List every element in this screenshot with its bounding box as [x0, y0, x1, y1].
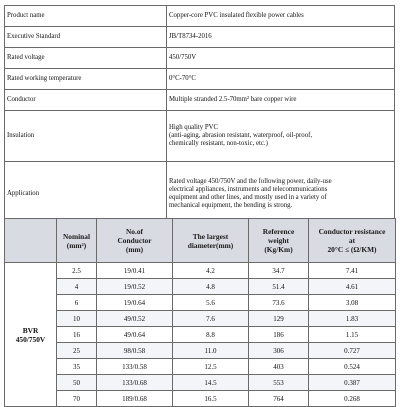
- insulation-line: chemically resistant, non-toxic, etc.): [169, 140, 268, 147]
- spec-row-application: [5, 162, 395, 226]
- weight-cell: 51.4: [249, 279, 309, 295]
- model-label: BVR: [22, 325, 39, 335]
- model-label: 450/750V: [15, 334, 46, 344]
- table-row: [5, 359, 396, 375]
- spec-label: Product name: [5, 6, 167, 27]
- header-weight-line: (Kg/Km): [264, 245, 293, 254]
- diameter-cell: 7.6: [173, 311, 249, 327]
- header-weight-line: Reference: [262, 227, 295, 236]
- diameter-cell: 16.5: [173, 391, 249, 407]
- nominal-cell: 4: [57, 279, 97, 295]
- nominal-cell: 16: [57, 327, 97, 343]
- table-row: [5, 295, 396, 311]
- conductor-cell: 49/0.52: [97, 311, 173, 327]
- weight-cell: 73.6: [249, 295, 309, 311]
- product-table-body: [5, 263, 396, 407]
- weight-cell: 186: [249, 327, 309, 343]
- application-line: electrical appliances, instruments and telecommunications: [169, 185, 328, 193]
- table-row: [5, 375, 396, 391]
- spec-value: Multiple stranded 2.5-70mm² bare copper wire: [167, 90, 395, 111]
- resistance-cell: 1.15: [309, 327, 396, 343]
- spec-label: Rated working temperature: [5, 69, 167, 90]
- spec-value: 450/750V: [167, 48, 395, 69]
- header-conductor-line: No.of: [125, 227, 144, 236]
- spec-value: JB/T8734-2016: [167, 27, 395, 48]
- diameter-cell: 5.6: [173, 295, 249, 311]
- product-table: [4, 218, 396, 407]
- header-weight: [249, 219, 309, 263]
- conductor-cell: 98/0.58: [97, 343, 173, 359]
- conductor-cell: 49/0.64: [97, 327, 173, 343]
- insulation-label: Insulation: [5, 111, 167, 162]
- product-header-row: [5, 219, 396, 263]
- spec-row: [5, 6, 395, 27]
- nominal-cell: 70: [57, 391, 97, 407]
- spec-row: [5, 69, 395, 90]
- table-row: [5, 263, 396, 279]
- header-resistance-line: at: [348, 236, 356, 245]
- conductor-cell: 19/0.41: [97, 263, 173, 279]
- table-row: [5, 311, 396, 327]
- spec-row: [5, 90, 395, 111]
- spec-table: [4, 5, 395, 226]
- spec-row: [5, 27, 395, 48]
- weight-cell: 306: [249, 343, 309, 359]
- weight-cell: 403: [249, 359, 309, 375]
- spec-label: Executive Standard: [5, 27, 167, 48]
- spec-value: Copper-core PVC insulated flexible power cables: [167, 6, 395, 27]
- nominal-cell: 2.5: [57, 263, 97, 279]
- header-diameter: [173, 219, 249, 263]
- nominal-cell: 50: [57, 375, 97, 391]
- table-row: [5, 327, 396, 343]
- conductor-cell: 189/0.68: [97, 391, 173, 407]
- spec-label: Conductor: [5, 90, 167, 111]
- header-resistance-line: Conductor resistance: [318, 227, 386, 236]
- weight-cell: 764: [249, 391, 309, 407]
- application-line: mechanical equipment, the bending is strong.: [169, 201, 293, 209]
- spec-row-insulation: [5, 111, 395, 162]
- nominal-cell: 6: [57, 295, 97, 311]
- resistance-cell: 3.08: [309, 295, 396, 311]
- diameter-cell: 4.2: [173, 263, 249, 279]
- conductor-cell: 133/0.68: [97, 375, 173, 391]
- nominal-cell: 35: [57, 359, 97, 375]
- resistance-cell: 7.41: [309, 263, 396, 279]
- table-row: [5, 279, 396, 295]
- header-resistance: [309, 219, 396, 263]
- diameter-cell: 14.5: [173, 375, 249, 391]
- nominal-cell: 10: [57, 311, 97, 327]
- resistance-cell: 0.268: [309, 391, 396, 407]
- header-weight-line: weight: [268, 236, 289, 245]
- resistance-cell: 0.387: [309, 375, 396, 391]
- spec-label: Rated voltage: [5, 48, 167, 69]
- spec-row: [5, 48, 395, 69]
- application-value: [167, 162, 395, 226]
- model-cell: [5, 263, 57, 407]
- header-diameter-line: The largest: [192, 231, 229, 241]
- resistance-cell: 1.83: [309, 311, 396, 327]
- diameter-cell: 8.8: [173, 327, 249, 343]
- resistance-cell: 4.61: [309, 279, 396, 295]
- weight-cell: 553: [249, 375, 309, 391]
- spec-value: 0°C-70°C: [167, 69, 395, 90]
- header-conductor-line: (mm): [125, 245, 144, 254]
- diameter-cell: 12.5: [173, 359, 249, 375]
- header-nominal: [57, 219, 97, 263]
- header-nominal-line: (mm²): [66, 240, 87, 250]
- diameter-cell: 11.0: [173, 343, 249, 359]
- insulation-line: (anti-aging, abrasion resistant, waterproof, oil-proof,: [169, 132, 313, 139]
- conductor-cell: 133/0.58: [97, 359, 173, 375]
- resistance-cell: 0.727: [309, 343, 396, 359]
- application-line: equipment and other lines, and mostly used in a variety of: [169, 193, 327, 201]
- header-conductor: [97, 219, 173, 263]
- conductor-cell: 19/0.64: [97, 295, 173, 311]
- header-diameter-line: diameter(mm): [187, 240, 234, 250]
- table-row: [5, 391, 396, 407]
- header-conductor-line: Conductor: [117, 236, 152, 245]
- diameter-cell: 4.8: [173, 279, 249, 295]
- application-label: Application: [5, 162, 167, 226]
- table-row: [5, 343, 396, 359]
- header-model: [5, 219, 57, 263]
- header-resistance-line: 20°C ≤ (Ω/KM): [327, 245, 377, 254]
- nominal-cell: 25: [57, 343, 97, 359]
- header-nominal-line: Nominal: [62, 231, 91, 241]
- resistance-cell: 0.524: [309, 359, 396, 375]
- application-line: Rated voltage 450/750V and the following power, daily-use: [169, 177, 332, 185]
- conductor-cell: 19/0.52: [97, 279, 173, 295]
- insulation-line: High quality PVC: [169, 124, 219, 131]
- insulation-value: [167, 111, 395, 162]
- weight-cell: 34.7: [249, 263, 309, 279]
- weight-cell: 129: [249, 311, 309, 327]
